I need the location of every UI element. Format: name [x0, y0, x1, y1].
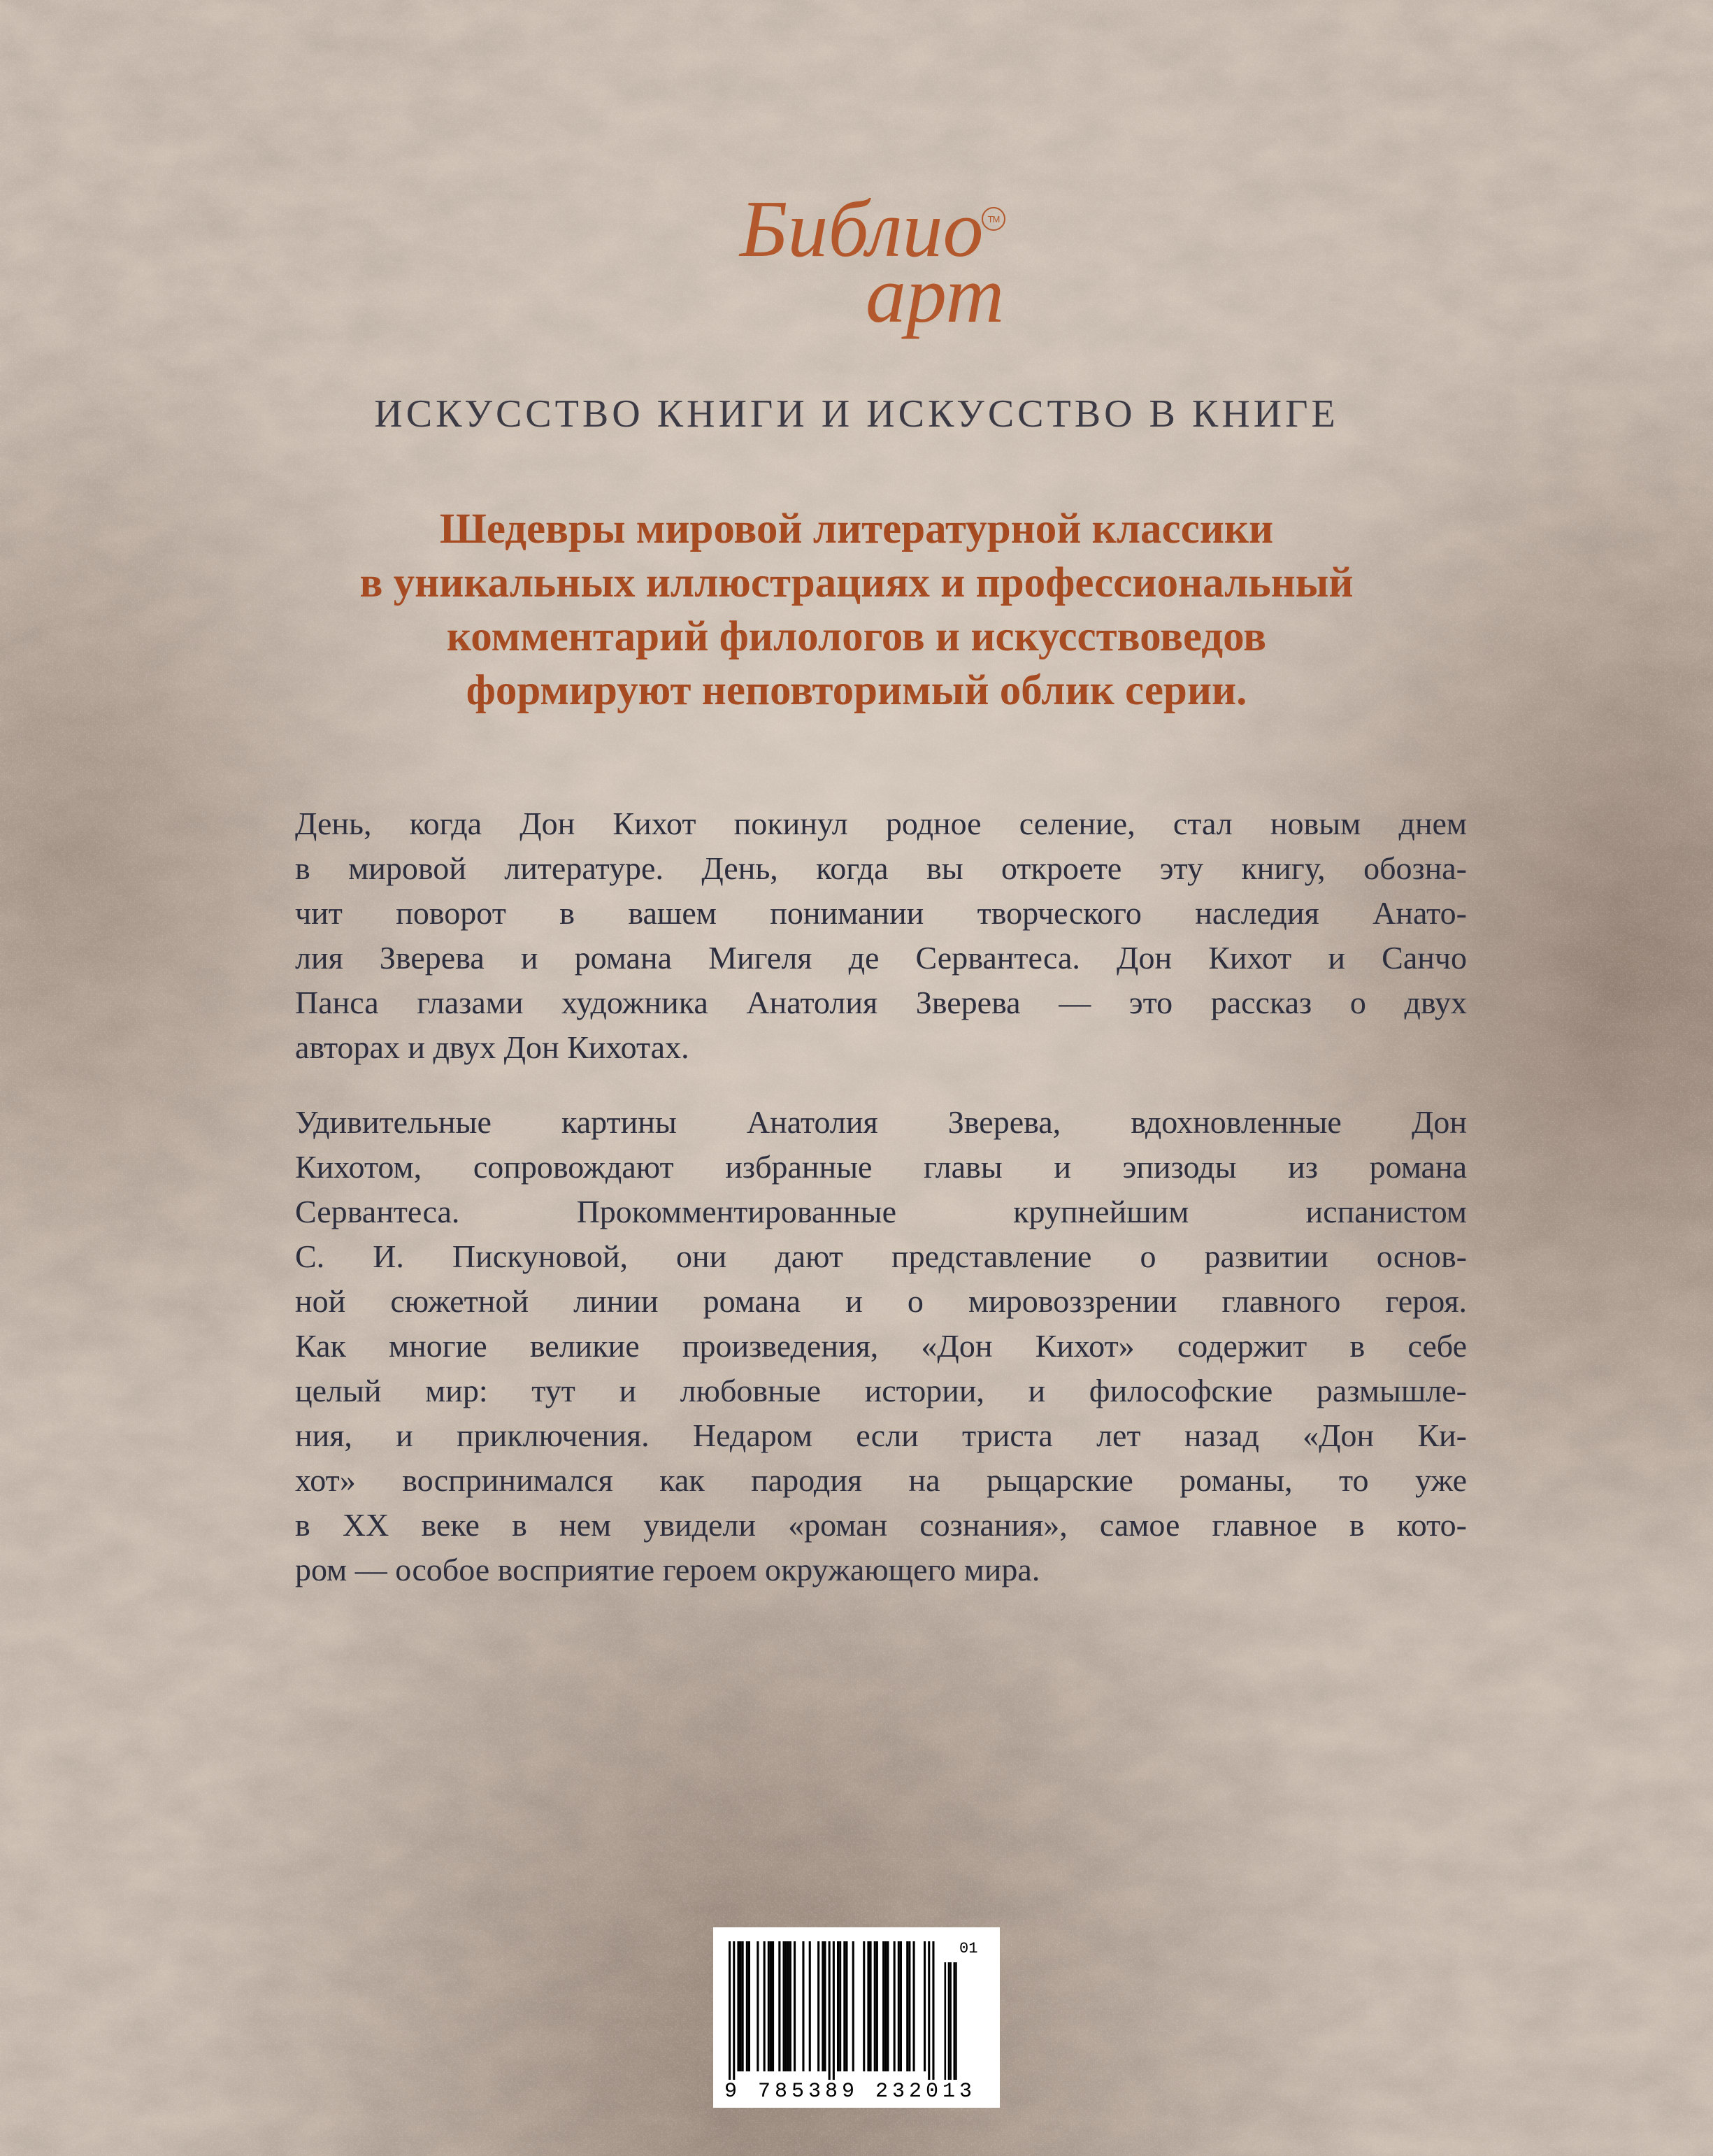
barcode-bar	[884, 1941, 887, 2071]
barcode-bar	[829, 1941, 831, 2080]
barcode-bar	[908, 1941, 910, 2071]
text-line: ром — особое восприятие героем окружающего мира.	[295, 1552, 1040, 1587]
barcode-bar	[845, 1941, 847, 2071]
text-line: ния, и приключения. Недаром если триста лет назад «Дон Ки-	[295, 1418, 1467, 1453]
text-line: в мировой литературе. День, когда вы откроете эту книгу, обозна-	[295, 850, 1467, 886]
barcode-bar	[778, 1941, 780, 2071]
lead-paragraph	[227, 502, 1486, 718]
barcode-bars	[729, 1941, 959, 2080]
barcode-bar	[737, 1941, 739, 2071]
barcode-bar	[746, 1941, 748, 2071]
barcode-bar	[900, 1941, 902, 2071]
text-line: Панса глазами художника Анатолия Зверева — это рассказ о двух	[295, 985, 1467, 1020]
lead-line: формируют неповторимый облик серии.	[466, 667, 1247, 714]
barcode-bar	[882, 1941, 884, 2071]
barcode-bar	[787, 1941, 789, 2071]
barcode-bar	[852, 1941, 854, 2071]
barcode-bar	[809, 1941, 811, 2071]
barcode-bar	[772, 1941, 774, 2071]
barcode-bar	[802, 1941, 804, 2071]
barcode-bar	[863, 1941, 865, 2071]
barcode-bar	[768, 1941, 770, 2071]
lead-line: в уникальных иллюстрациях и профессиональный	[359, 559, 1354, 606]
barcode-bar	[822, 1941, 824, 2071]
barcode-bar	[770, 1941, 772, 2071]
barcode-bar	[928, 1941, 930, 2080]
logo-word-biblio: Библио	[740, 185, 984, 274]
barcode-bar	[870, 1941, 872, 2071]
barcode-addon-bar	[948, 1962, 950, 2080]
barcode-bar	[742, 1941, 744, 2071]
text-line: Кихотом, сопровождают избранные главы и эпизоды из романа	[295, 1149, 1467, 1185]
text-line: целый мир: тут и любовные истории, и философские размышле-	[295, 1373, 1467, 1408]
barcode-bar	[876, 1941, 878, 2071]
text-line: лия Зверева и романа Мигеля де Сервантеса. Дон Кихот и Санчо	[295, 940, 1467, 976]
description-paragraph-2	[295, 1100, 1467, 1592]
barcode-bar	[789, 1941, 791, 2071]
barcode-bar	[833, 1941, 835, 2080]
barcode-bar	[839, 1941, 841, 2071]
logo-word-art: арт	[866, 250, 1005, 340]
barcode-addon-digits: 01	[959, 1940, 978, 1957]
series-tagline: ИСКУССТВО КНИГИ И ИСКУССТВО В КНИГЕ	[374, 392, 1339, 436]
text-line: День, когда Дон Кихот покинул родное селение, стал новым днем	[295, 806, 1467, 841]
barcode-bar	[887, 1941, 889, 2071]
barcode-bar	[894, 1941, 896, 2071]
description-paragraph-1	[295, 801, 1467, 1070]
barcode-bar	[764, 1941, 766, 2071]
barcode-addon-bar	[945, 1962, 947, 2080]
barcode-addon-bar	[955, 1962, 957, 2080]
lead-line: комментарий филологов и искусствоведов	[446, 613, 1267, 660]
barcode-bar	[906, 1941, 908, 2071]
barcode-bar	[785, 1941, 787, 2071]
barcode-digits: 9 785389 232013	[724, 2080, 977, 2104]
barcode-bar	[898, 1941, 900, 2071]
barcode-bar	[932, 1941, 934, 2080]
barcode-bar	[924, 1941, 926, 2071]
barcode-bar	[783, 1941, 785, 2071]
text-line: Как многие великие произведения, «Дон Кихот» содержит в себе	[295, 1328, 1467, 1364]
barcode-bar	[837, 1941, 839, 2071]
text-line: хот» воспринимался как пародия на рыцарские романы, то уже	[295, 1462, 1467, 1498]
barcode-bar	[748, 1941, 750, 2071]
text-line: ной сюжетной линии романа и о мировоззрении главного героя.	[295, 1283, 1467, 1319]
isbn-barcode	[713, 1927, 1000, 2108]
barcode-bar	[817, 1941, 819, 2071]
text-line: авторах и двух Дон Кихотах.	[295, 1029, 689, 1065]
barcode-bar	[733, 1941, 735, 2080]
description-body	[295, 801, 1467, 1592]
barcode-bar	[740, 1941, 742, 2071]
barcode-bar	[794, 1941, 796, 2071]
barcode-bar	[729, 1941, 731, 2080]
barcode-bar	[913, 1941, 915, 2071]
text-line: в XX веке в нем увидели «роман сознания», самое главное в кото-	[295, 1507, 1467, 1543]
trademark-icon: TM	[982, 207, 1005, 231]
barcode-addon-bar	[949, 1962, 952, 2080]
barcode-bar	[757, 1941, 759, 2071]
lead-line: Шедевры мировой литературной классики	[439, 506, 1274, 552]
text-line: Сервантеса. Прокомментированные крупнейшим испанистом	[295, 1194, 1467, 1229]
text-line: Удивительные картины Анатолия Зверева, вдохновленные Дон	[295, 1104, 1467, 1140]
publisher-logo	[0, 0, 1713, 350]
barcode-bar	[874, 1941, 876, 2071]
barcode-bar	[867, 1941, 869, 2071]
text-line: С. И. Пискуновой, они дают представление о развитии основ-	[295, 1238, 1467, 1274]
barcode-addon-bar	[954, 1962, 956, 2080]
barcode-bar	[824, 1941, 826, 2071]
barcode-bar	[843, 1941, 845, 2071]
text-line: чит поворот в вашем понимании творческого наследия Анато-	[295, 895, 1467, 931]
